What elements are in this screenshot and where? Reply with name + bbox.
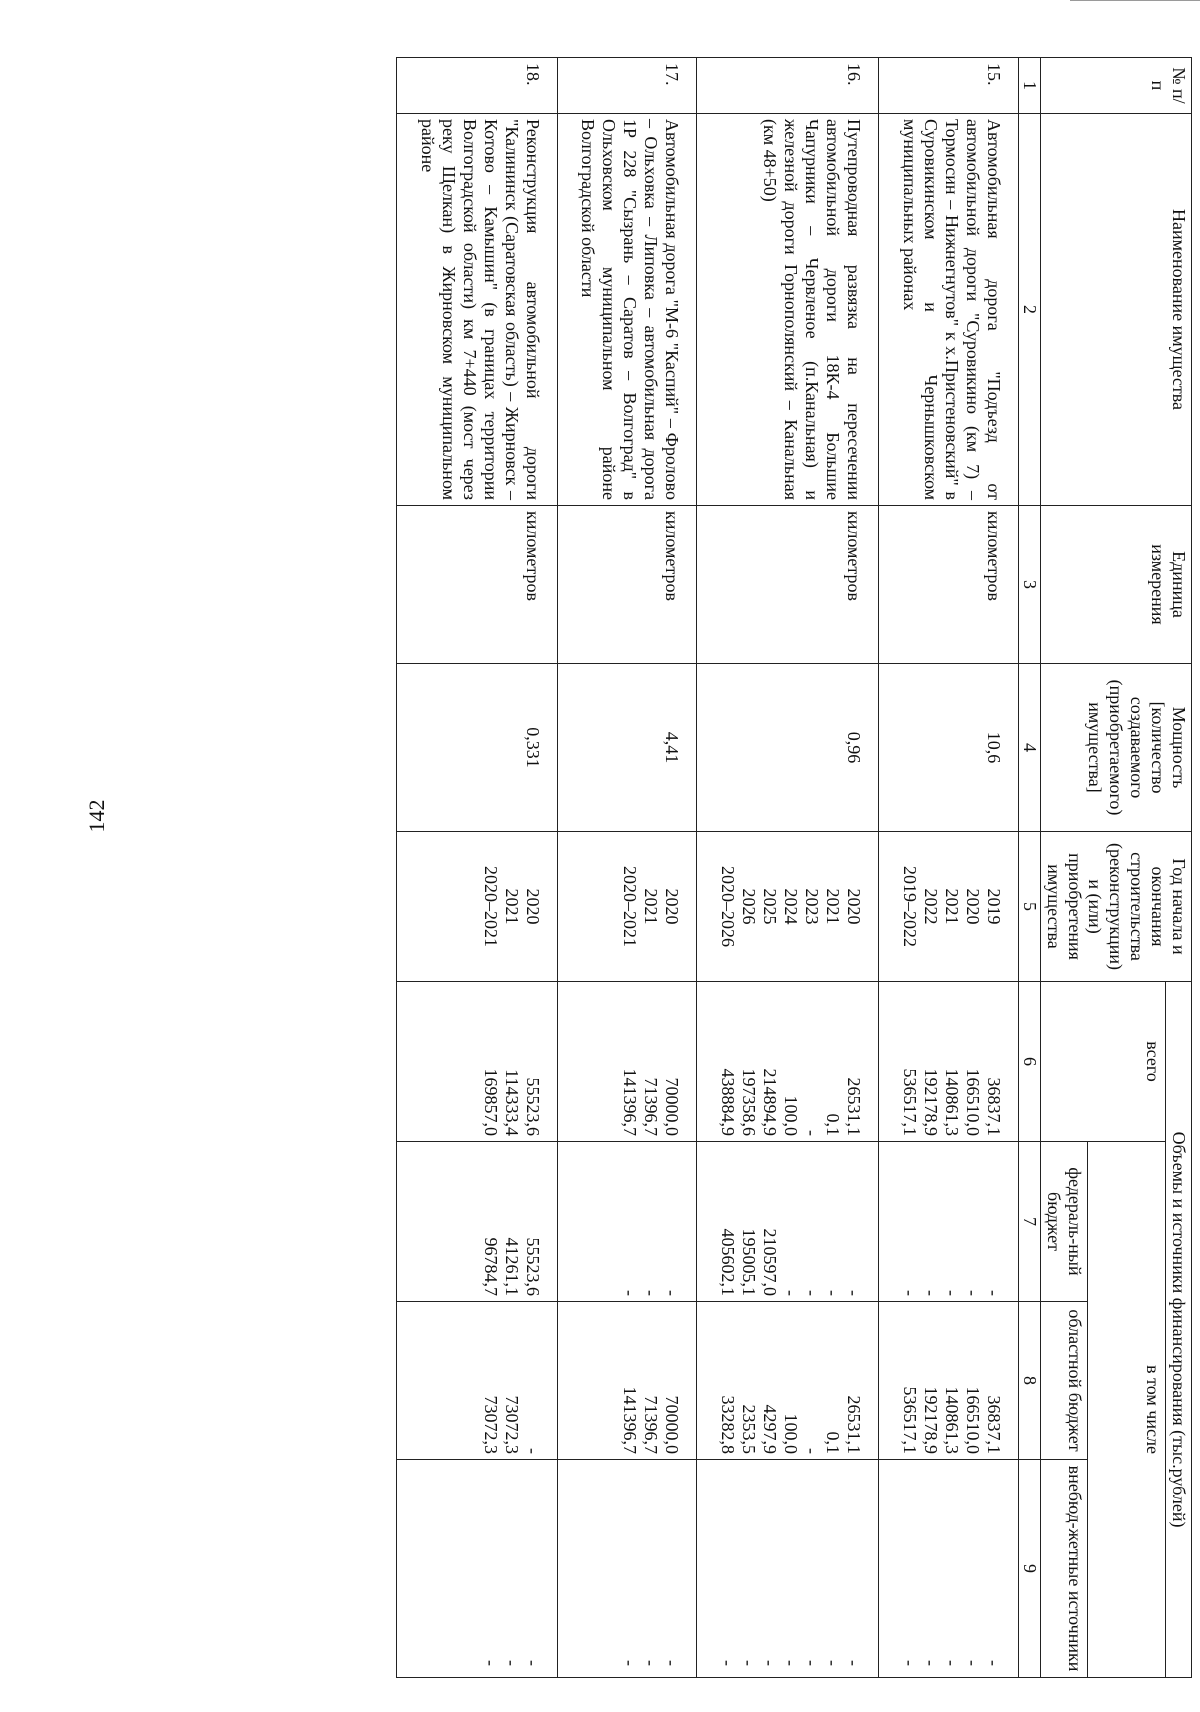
total-value: 36837,1 [984,1077,1004,1136]
regional-cell [557,1302,696,1460]
year-value: 2020 [844,888,864,925]
regional-value: 26531,1 [844,1395,864,1454]
year-cell [397,832,557,982]
extra-value: - [501,1660,522,1667]
table-row [557,58,696,1678]
regional-cell [697,1302,879,1460]
total-value: 114333,4 [501,1069,522,1136]
extra-value: - [823,1660,843,1667]
federal-value: - [823,1290,843,1296]
federal-value: - [620,1290,640,1296]
total-value: 0,1 [823,1113,843,1136]
year-value: 2020 [963,888,983,925]
year-value: 2020–2021 [480,866,501,947]
extra-value: - [781,1660,801,1667]
column-number: 2 [1019,114,1041,506]
federal-value: - [984,1290,1004,1296]
row-number: 18. [397,58,557,114]
federal-value: - [781,1290,801,1296]
extra-cell [397,1460,557,1678]
federal-value: 55523,6 [522,1237,543,1296]
property-name: Автомобильная дорога "М-6 "Каспий" – Фролово – Ольховка – Липовка – автомобильная дорога 1Р 228 "Сызрань – Саратов – Волгоград" в Ольховском муниципальном районе Волгоградской области [557,114,696,506]
year-value: 2023 [802,888,822,925]
property-name: Реконструкция автомобильной дороги "Калининск (Саратовская область) – Жирновск – Котово – Камышин" (в границах территории Волгоградской области) км 7+440 (мост через реку Щелкан) в Жирновском муниципальном районе [397,114,557,506]
year-value: 2019 [984,888,1004,925]
capacity-value: 10,6 [879,664,1019,832]
column-numbers-row [1019,58,1041,1678]
extra-value: - [760,1660,780,1667]
federal-cell [697,1142,879,1302]
extra-value: - [900,1660,920,1667]
regional-value: - [522,1448,543,1454]
year-value: 2024 [781,888,801,925]
column-number: 7 [1019,1142,1041,1302]
column-number: 5 [1019,832,1041,982]
extra-value: - [641,1660,661,1667]
table-row [697,58,879,1678]
federal-value: - [963,1290,983,1296]
extra-value: - [802,1660,822,1667]
year-cell [879,832,1019,982]
extra-value: - [718,1660,738,1667]
total-value: 214894,9 [760,1068,780,1136]
total-value: 166510,0 [963,1068,983,1136]
regional-value: 73072,3 [501,1395,522,1454]
column-number: 1 [1019,58,1041,114]
regional-cell [879,1302,1019,1460]
federal-value: - [942,1290,962,1296]
table-body [397,58,1019,1678]
total-value: 197358,6 [739,1068,759,1136]
year-value: 2019–2022 [900,866,920,947]
total-value: 438884,9 [718,1068,738,1136]
total-value: 536517,1 [900,1068,920,1136]
total-cell [397,982,557,1142]
table-row [397,58,557,1678]
extra-value: - [942,1660,962,1667]
header-regional: областной бюджет [1040,1302,1087,1460]
year-value: 2020–2021 [620,866,640,947]
regional-value: 0,1 [823,1431,843,1454]
total-value: - [802,1130,822,1136]
table-header [1019,58,1192,1678]
extra-value: - [739,1660,759,1667]
federal-value: 41261,1 [501,1237,522,1296]
property-name: Автомобильная дорога "Подъезд от автомобильной дороги "Суровикино (км 7) – Тормосин – Нижнегнутов" к х.Пристеновский" в Суровикинском и Чернышковском муниципальных районах [879,114,1019,506]
header-name: Наименование имущества [1040,114,1191,506]
page-number: 142 [84,799,109,833]
year-value: 2021 [823,888,843,925]
total-value: 70000,0 [662,1077,682,1136]
federal-value: - [900,1290,920,1296]
header-capacity: Мощность [количество создаваемого (приобретаемого) имущества] [1040,664,1191,832]
year-value: 2026 [739,888,759,925]
property-financing-table [396,57,1192,1678]
capacity-value: 0,331 [397,664,557,832]
row-number: 15. [879,58,1019,114]
header-funding: Объемы и источники финансирования (тыс.рублей) [1166,982,1192,1678]
row-number: 16. [697,58,879,114]
year-value: 2021 [641,888,661,925]
year-cell [697,832,879,982]
regional-value: 4297,9 [760,1404,780,1454]
regional-value: - [802,1448,822,1454]
federal-cell [879,1142,1019,1302]
unit-value: километров [879,506,1019,664]
unit-value: километров [397,506,557,664]
total-value: 55523,6 [522,1077,543,1136]
total-value: 169857,0 [480,1068,501,1136]
federal-cell [557,1142,696,1302]
table-row [879,58,1019,1678]
top-edge-line [1070,0,1200,1]
header-year: Год начала и окончания строительства (реконструкции) и (или) приобретения имущества [1040,832,1191,982]
year-cell [557,832,696,982]
year-value: 2021 [501,888,522,925]
column-number: 8 [1019,1302,1041,1460]
property-name: Путепроводная развязка на пересечении автомобильной дороги 18К-4 Большие Чапурники – Червленое (п.Канальная) и железной дороги Горнополянский – Канальная (км 48+50) [697,114,879,506]
header-total: всего [1040,982,1165,1142]
total-value: 26531,1 [844,1077,864,1136]
capacity-value: 0,96 [697,664,879,832]
column-number: 4 [1019,664,1041,832]
regional-value: 536517,1 [900,1386,920,1454]
extra-cell [697,1460,879,1678]
row-number: 17. [557,58,696,114]
total-value: 141396,7 [620,1068,640,1136]
total-cell [697,982,879,1142]
federal-value: 195005,1 [739,1228,759,1296]
header-federal: федераль-ный бюджет [1040,1142,1087,1302]
regional-value: 36837,1 [984,1395,1004,1454]
unit-value: километров [697,506,879,664]
extra-value: - [844,1660,864,1667]
federal-value: 96784,7 [480,1237,501,1296]
federal-cell [397,1142,557,1302]
total-value: 71396,7 [641,1077,661,1136]
federal-value: - [662,1290,682,1296]
header-num: № п/п [1040,58,1191,114]
regional-value: 100,0 [781,1413,801,1454]
total-cell [557,982,696,1142]
total-value: 100,0 [781,1095,801,1136]
year-value: 2021 [942,888,962,925]
total-value: 140861,3 [942,1068,962,1136]
extra-value: - [480,1660,501,1667]
regional-value: 71396,7 [641,1395,661,1454]
header-including: в том числе [1087,1142,1166,1678]
unit-value: километров [557,506,696,664]
federal-value: - [802,1290,822,1296]
federal-value: - [641,1290,661,1296]
capacity-value: 4,41 [557,664,696,832]
regional-cell [397,1302,557,1460]
column-number: 9 [1019,1460,1041,1678]
regional-value: 2353,5 [739,1404,759,1454]
extra-value: - [921,1660,941,1667]
total-value: 192178,9 [921,1068,941,1136]
regional-value: 33282,8 [718,1395,738,1454]
year-value: 2020–2026 [718,866,738,947]
year-value: 2020 [662,888,682,925]
year-value: 2020 [522,888,543,925]
regional-value: 166510,0 [963,1386,983,1454]
extra-value: - [984,1660,1004,1667]
extra-cell [879,1460,1019,1678]
rotated-sheet [192,57,1192,1677]
federal-value: - [921,1290,941,1296]
extra-value: - [963,1660,983,1667]
header-unit: Единица измерения [1040,506,1191,664]
extra-value: - [662,1660,682,1667]
column-number: 6 [1019,982,1041,1142]
header-extra: внебюд-жетные источники [1040,1460,1087,1678]
regional-value: 192178,9 [921,1386,941,1454]
federal-value: 405602,1 [718,1228,738,1296]
regional-value: 70000,0 [662,1395,682,1454]
extra-value: - [620,1660,640,1667]
year-value: 2025 [760,888,780,925]
federal-value: - [844,1290,864,1296]
regional-value: 141396,7 [620,1386,640,1454]
regional-value: 73072,3 [480,1395,501,1454]
extra-value: - [522,1660,543,1667]
column-number: 3 [1019,506,1041,664]
regional-value: 140861,3 [942,1386,962,1454]
total-cell [879,982,1019,1142]
federal-value: 210597,0 [760,1228,780,1296]
year-value: 2022 [921,888,941,925]
extra-cell [557,1460,696,1678]
